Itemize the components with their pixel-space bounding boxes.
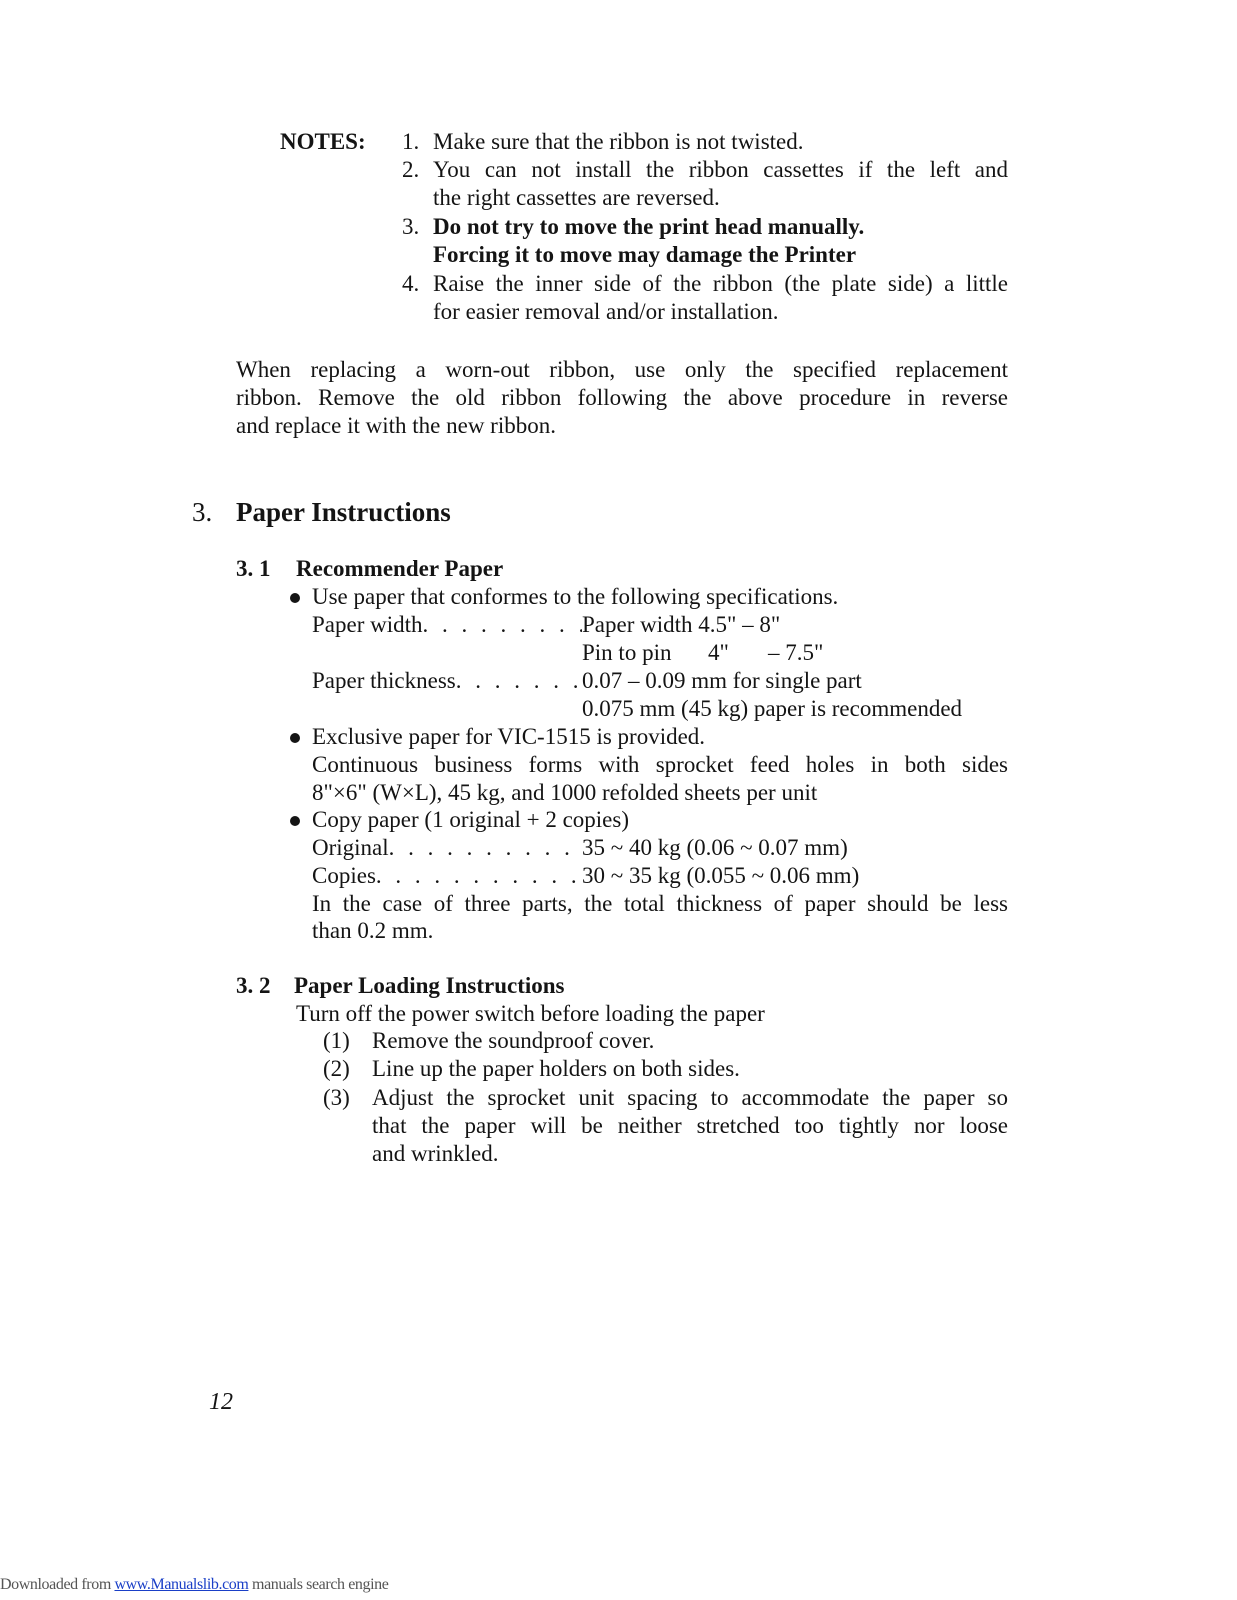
copies-value: 30 ~ 35 kg (0.055 ~ 0.06 mm): [582, 863, 860, 888]
note-number-3: 3.: [402, 214, 420, 239]
copies-leader: [376, 862, 582, 890]
pin-to-pin-min: 4": [708, 640, 729, 665]
step-3-line-2: that the paper will be neither stretched too tightly nor loose: [372, 1113, 1008, 1138]
bullet-1-intro: [312, 583, 838, 611]
copies-row: [312, 862, 582, 890]
loading-intro: Turn off the power switch before loading the paper: [296, 1001, 765, 1026]
copies-label: Copies: [312, 863, 376, 888]
bullet-2-line-3: 8"×6" (W×L), 45 kg, and 1000 refolded sheets per unit: [312, 780, 818, 805]
bullet-dot-1: [290, 593, 300, 603]
note-3-line-1: Do not try to move the print head manually.: [433, 214, 865, 239]
page-number: 12: [209, 1389, 233, 1415]
step-3-line-1: Adjust the sprocket unit spacing to accommodate the paper so: [372, 1085, 1008, 1110]
replacing-paragraph-line-1: When replacing a worn-out ribbon, use only the specified replacement: [236, 357, 1008, 382]
manualslib-link[interactable]: www.Manualslib.com: [114, 1576, 249, 1593]
bullet-dot-2: [290, 733, 300, 743]
note-1-line-1: Make sure that the ribbon is not twisted.: [433, 129, 804, 154]
bullet-1-intro-text: Use paper that conformes to the following specifications.: [312, 584, 839, 609]
bullet-2-line-1: [312, 723, 705, 751]
footer-suffix: manuals search engine: [248, 1576, 389, 1593]
step-2-number: (2): [323, 1056, 350, 1081]
notes-label: NOTES:: [280, 129, 366, 154]
subsection-3-1-title: Recommender Paper: [296, 556, 504, 581]
footer-prefix: Downloaded from: [0, 1576, 115, 1593]
section-3-title: Paper Instructions: [236, 497, 451, 527]
paper-thickness-label: Paper thickness: [312, 668, 456, 693]
section-3-number: 3.: [192, 497, 213, 527]
paper-thickness-leader: [456, 667, 582, 695]
original-value: 35 ~ 40 kg (0.06 ~ 0.07 mm): [582, 835, 848, 860]
original-label: Original: [312, 835, 389, 860]
paper-width-row: [312, 611, 582, 639]
note-number-1: 1.: [402, 129, 420, 154]
subsection-3-1-number: 3. 1: [236, 556, 271, 581]
paper-width-label: Paper width: [312, 612, 423, 637]
bullet-3-line-1-text: Copy paper (1 original + 2 copies): [312, 807, 630, 832]
bullet-2-line-1-text: Exclusive paper for VIC-1515 is provided.: [312, 724, 706, 749]
pin-to-pin-max: – 7.5": [768, 640, 824, 665]
step-3-line-3: and wrinkled.: [372, 1141, 499, 1166]
original-row: [312, 834, 582, 862]
paper-width-leader: [423, 611, 582, 639]
pin-to-pin-label: Pin to pin: [582, 640, 672, 665]
paper-thickness-row: [312, 667, 582, 695]
note-4-line-2: for easier removal and/or installation.: [433, 299, 779, 324]
note-number-4: 4.: [402, 271, 420, 296]
paper-thickness-value: 0.07 – 0.09 mm for single part: [582, 668, 862, 693]
step-2-line-1: Line up the paper holders on both sides.: [372, 1056, 740, 1081]
bullet-3-line-1: [312, 806, 629, 834]
note-2-line-1: You can not install the ribbon cassettes if the left and: [433, 157, 1008, 182]
replacing-paragraph-line-2: ribbon. Remove the old ribbon following the above procedure in reverse: [236, 385, 1008, 410]
three-parts-note-line-2: than 0.2 mm.: [312, 918, 434, 943]
note-4-line-1: Raise the inner side of the ribbon (the plate side) a little: [433, 271, 1008, 296]
subsection-3-2-title: Paper Loading Instructions: [294, 973, 565, 998]
step-1-number: (1): [323, 1028, 350, 1053]
note-number-2: 2.: [402, 157, 420, 182]
paper-width-value: Paper width 4.5" – 8": [582, 612, 781, 637]
bullet-2-line-2: Continuous business forms with sprocket feed holes in both sides: [312, 752, 1008, 777]
paper-recommended: 0.075 mm (45 kg) paper is recommended: [582, 696, 963, 721]
bullet-dot-3: [290, 816, 300, 826]
download-footer: [0, 1576, 388, 1594]
original-leader: [389, 834, 582, 862]
step-3-number: (3): [323, 1085, 350, 1110]
step-1-line-1: Remove the soundproof cover.: [372, 1028, 655, 1053]
note-3-line-2: Forcing it to move may damage the Printer: [433, 242, 857, 267]
three-parts-note-line-1: In the case of three parts, the total thickness of paper should be less: [312, 891, 1008, 916]
replacing-paragraph-line-3: and replace it with the new ribbon.: [236, 413, 556, 438]
note-2-line-2: the right cassettes are reversed.: [433, 185, 720, 210]
subsection-3-2-number: 3. 2: [236, 973, 271, 998]
